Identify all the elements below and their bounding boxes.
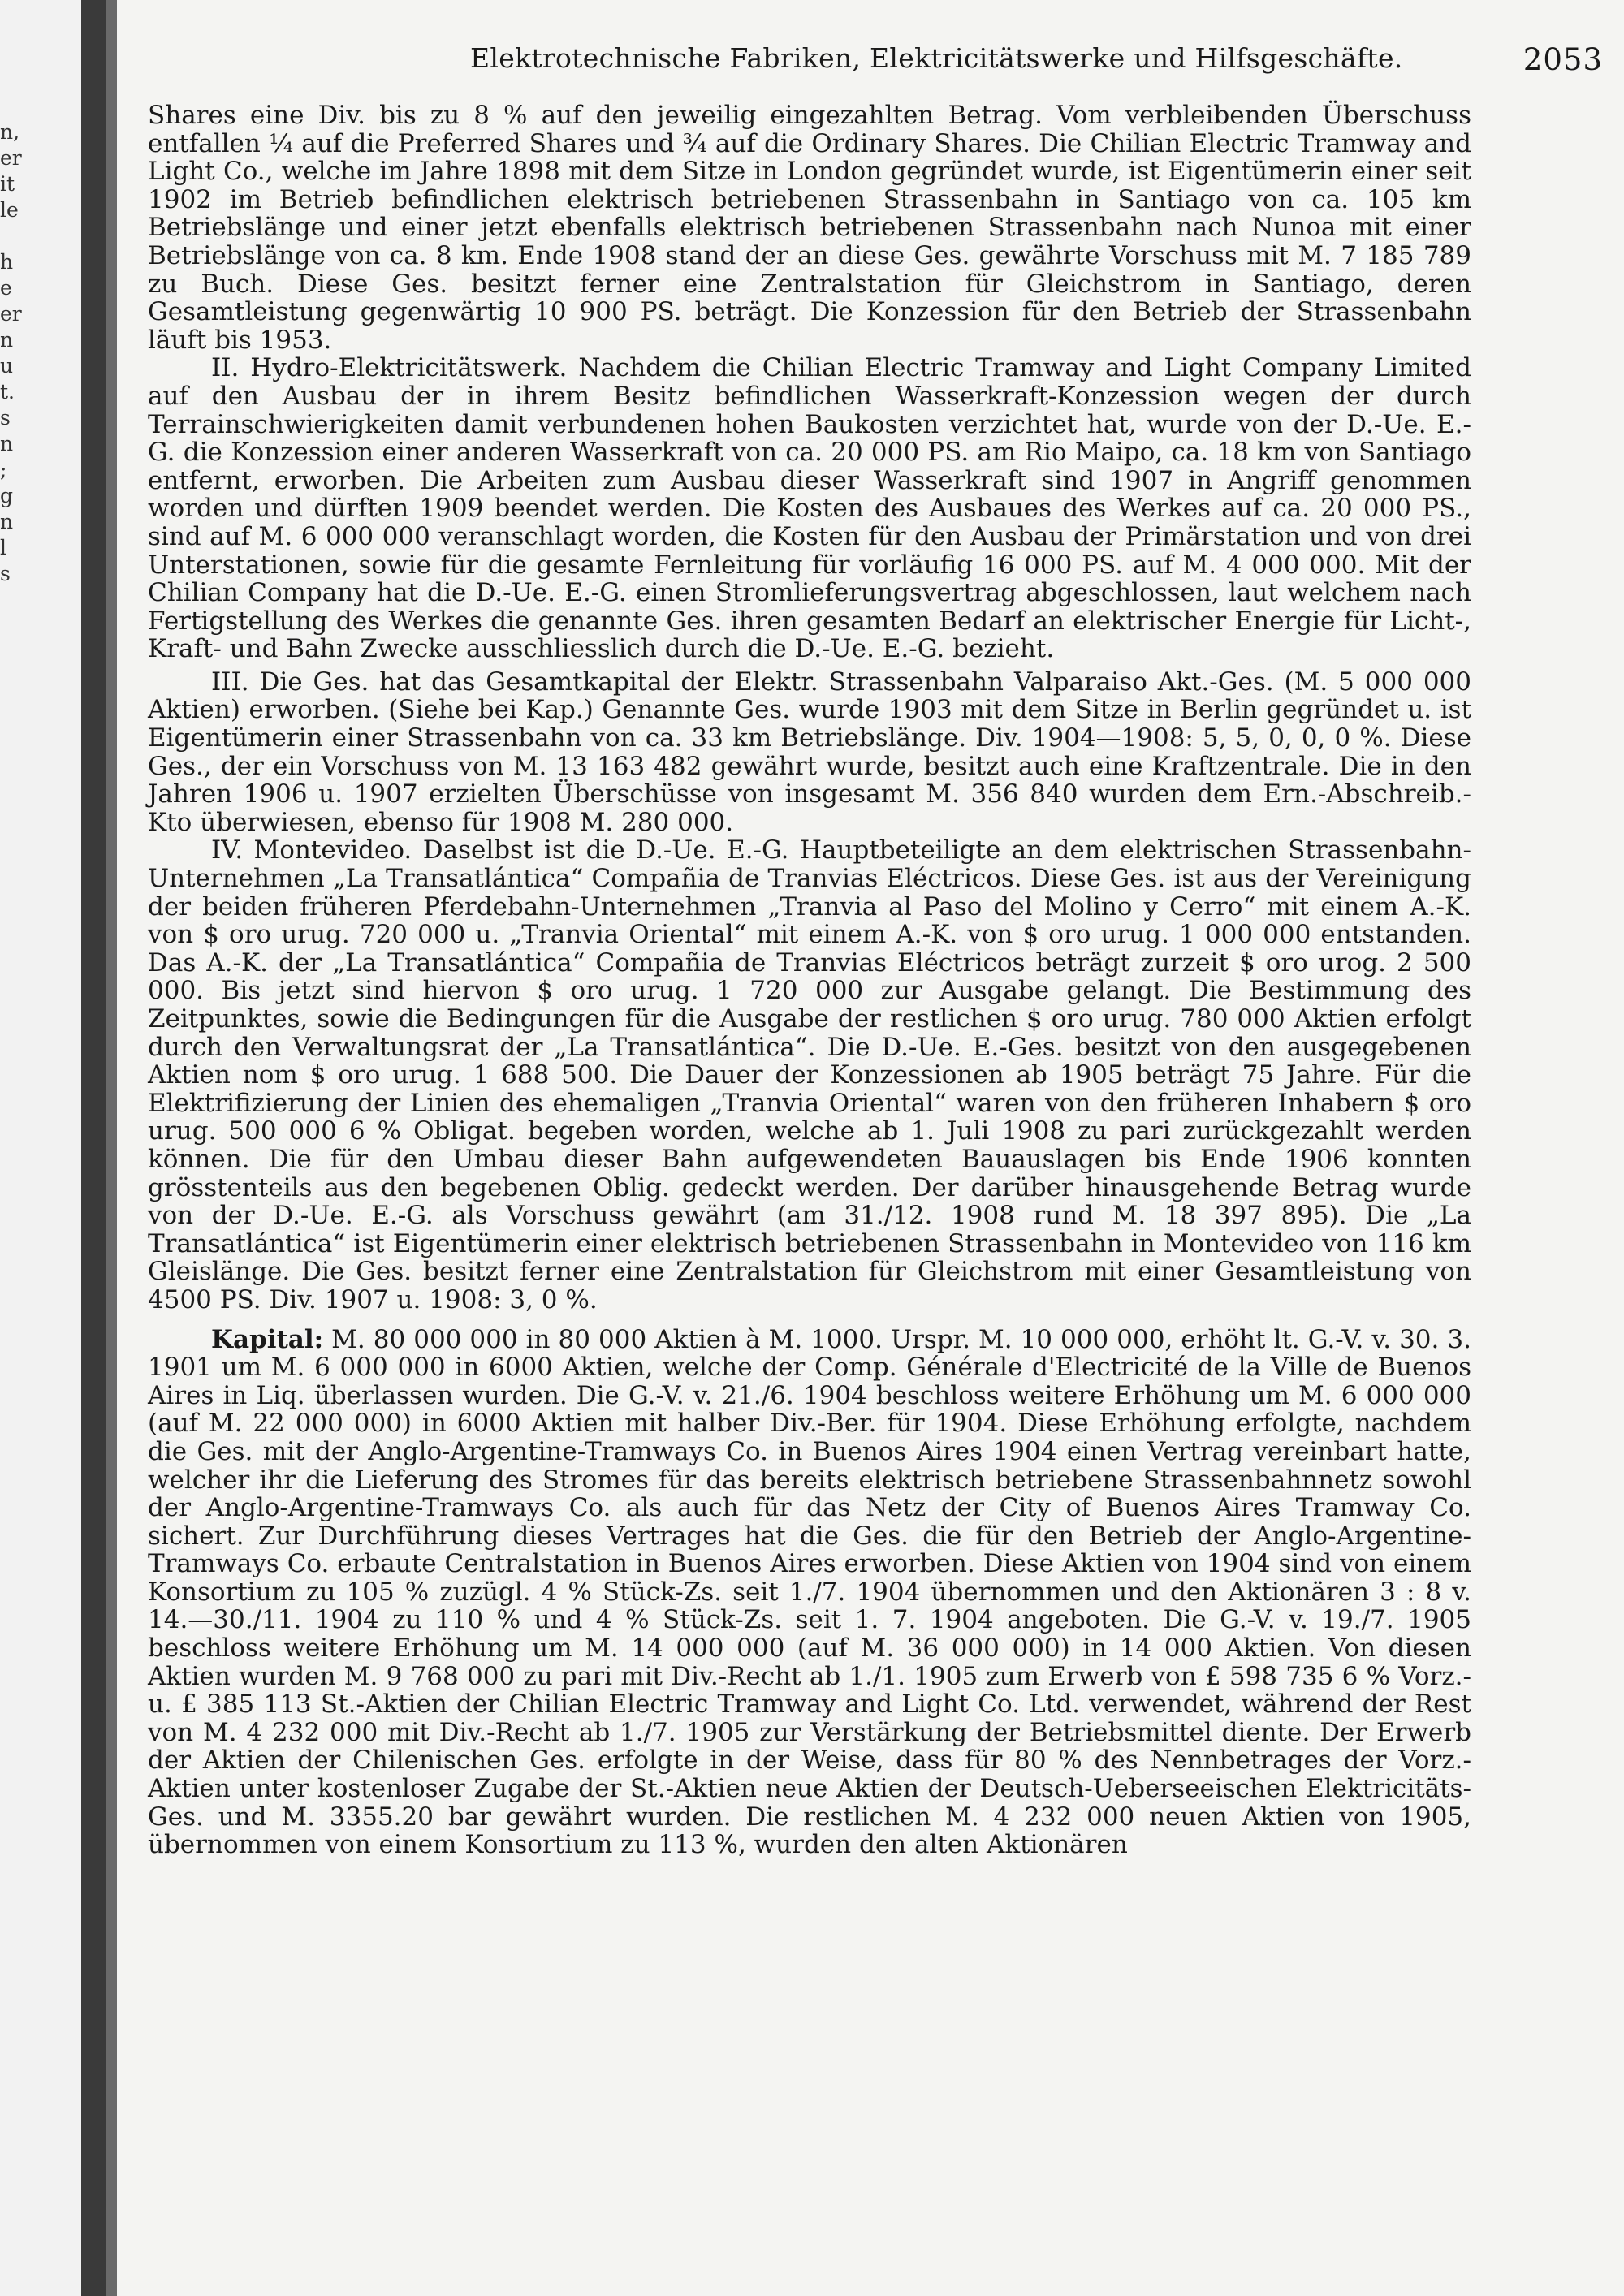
facing-page-fragment: e (0, 276, 12, 300)
facing-page-fragments (0, 122, 32, 589)
facing-page-fragment: ; (0, 458, 7, 481)
paragraph-chilian-tramway: Shares eine Div. bis zu 8 % auf den jeweilig eingezahlten Betrag. Vom verbleibenden Überschuss entfallen ¼ auf die Preferred Shares und ¾ auf die Ordinary Shares. Die Chilian Electric Tramway and Light Co., welche im Jahre 1898 mit dem Sitze in London gegründet wurde, ist Eigentümerin einer seit 1902 im Betrieb befindlichen elektrisch betriebenen Strassenbahn in Santiago von ca. 105 km Betriebslänge und einer jetzt ebenfalls elektrisch betriebenen Strassenbahn nach Nunoa mit einer Betriebslänge von ca. 8 km. Ende 1908 stand der an diese Ges. gewährte Vorschuss mit M. 7 185 789 zu Buch. Diese Ges. besitzt ferner eine Zentralstation für Gleichstrom in Santiago, deren Gesamtleistung gegenwärtig 10 900 PS. beträgt. Die Konzession für den Betrieb der Strassenbahn läuft bis 1953. (148, 101, 1471, 355)
facing-page-fragment: n (0, 328, 14, 352)
facing-page-fragment: s (0, 406, 11, 429)
body-text (148, 101, 1471, 1859)
left-page-edge (0, 0, 81, 2296)
facing-page-fragment: le (0, 198, 19, 222)
running-header (356, 42, 1603, 88)
facing-page-fragment (0, 226, 32, 252)
facing-page-fragment: n, (0, 120, 20, 144)
facing-page-fragment: er (0, 302, 22, 326)
facing-page-fragment: h (0, 250, 14, 274)
paragraph-kapital (148, 1326, 1471, 1859)
facing-page-fragment: u (0, 354, 14, 378)
facing-page-fragment: s (0, 562, 11, 585)
facing-page-fragment: n (0, 432, 14, 455)
facing-page-fragment: it (0, 172, 15, 196)
paragraph-hydro-elektricitaetswerk: II. Hydro-Elektricitätswerk. Nachdem die Chilian Electric Tramway and Light Company Limited auf den Ausbau der in ihrem Besitz befindlichen Wasserkraft-Konzession wegen der durch Terrainschwierigkeiten damit verbundenen hohen Baukosten verzichtet hat, wurde von der D.-Ue. E.-G. die Konzession einer anderen Wasserkraft von ca. 20 000 PS. am Rio Maipo, ca. 18 km von Santiago entfernt, erworben. Die Arbeiten zum Ausbau dieser Wasserkraft sind 1907 in Angriff genommen worden und dürften 1909 beendet werden. Die Kosten des Ausbaues des Werkes auf ca. 20 000 PS., sind auf M. 6 000 000 veranschlagt worden, die Kosten für den Ausbau der Primärstation und von drei Unterstationen, sowie für die gesamte Fernleitung für vorläufig 16 000 PS. auf M. 4 000 000. Mit der Chilian Company hat die D.-Ue. E.-G. einen Stromlieferungsvertrag abgeschlossen, laut welchem nach Fertigstellung des Werkes die genannte Ges. ihren gesamten Bedarf an elektrischer Energie für Licht-, Kraft- und Bahn Zwecke ausschliesslich durch die D.-Ue. E.-G. bezieht. (148, 353, 1471, 664)
facing-page-fragment: t. (0, 380, 15, 404)
kapital-text: M. 80 000 000 in 80 000 Aktien à M. 1000. Urspr. M. 10 000 000, erhöht lt. G.-V. v. 30. 3. 1901 um M. 6 000 000 in 6000 Aktien, welche der Comp. Générale d'Electricité de la Ville de Buenos Aires in Liq. überlassen wurden. Die G.-V. v. 21./6. 1904 beschloss weitere Erhöhung um M. 6 000 000 (auf M. 22 000 000) in 6000 Aktien mit halber Div.-Ber. für 1904. Diese Erhöhung erfolgte, nachdem die Ges. mit der Anglo-Argentine-Tramways Co. in Buenos Aires 1904 einen Vertrag vereinbart hatte, welcher ihr die Lieferung des Stromes für das bereits elektrisch betriebene Strassenbahnnetz sowohl der Anglo-Argentine-Tramways Co. als auch für das Netz der City of Buenos Aires Tramway Co. sichert. Zur Durchführung dieses Vertrages hat die Ges. die für den Betrieb der Anglo-Argentine-Tramways Co. erbaute Centralstation in Buenos Aires erworben. Diese Aktien von 1904 sind von einem Konsortium zu 105 % zuzügl. 4 % Stück-Zs. seit 1./7. 1904 übernommen und den Aktionären 3 : 8 v. 14.—30./11. 1904 zu 110 % und 4 % Stück-Zs. seit 1. 7. 1904 angeboten. Die G.-V. v. 19./7. 1905 beschloss weitere Erhöhung um M. 14 000 000 (auf M. 36 000 000) in 14 000 Aktien. Von diesen Aktien wurden M. 9 768 000 zu pari mit Div.-Recht ab 1./1. 1905 zum Erwerb von £ 598 735 6 % Vorz.- u. £ 385 113 St.-Aktien der Chilian Electric Tramway and Light Co. Ltd. verwendet, während der Rest von M. 4 232 000 mit Div.-Recht ab 1./7. 1905 zur Verstärkung der Betriebsmittel diente. Der Erwerb der Aktien der Chilenischen Ges. erfolgte in der Weise, dass für 80 % des Nennbetrages der Vorz.-Aktien unter kostenloser Zugabe der St.-Aktien neue Aktien der Deutsch-Ueberseeischen Elektricitäts-Ges. und M. 3355.20 bar gewährt wurden. Die restlichen M. 4 232 000 neuen Aktien von 1905, übernommen von einem Konsortium zu 113 %, wurden den alten Aktionären (148, 1324, 1471, 1860)
facing-page-fragment: n (0, 510, 14, 533)
header-title: Elektrotechnische Fabriken, Elektricitätswerke und Hilfsgeschäfte. (470, 42, 1403, 74)
facing-page-fragment: g (0, 484, 14, 507)
paragraph-montevideo: IV. Montevideo. Daselbst ist die D.-Ue. E.-G. Hauptbeteiligte an dem elektrischen Strassenbahn-Unternehmen „La Transatlántica“ Compañia de Tranvias Eléctricos. Diese Ges. ist aus der Vereinigung der beiden früheren Pferdebahn-Unternehmen „Tranvia al Paso del Molino y Cerro“ mit einem A.-K. von $ oro urug. 720 000 u. „Tranvia Oriental“ mit einem A.-K. von $ oro urug. 1 000 000 entstanden. Das A.-K. der „La Transatlántica“ Compañia de Tranvias Eléctricos beträgt zurzeit $ oro urog. 2 500 000. Bis jetzt sind hiervon $ oro urug. 1 720 000 zur Ausgabe gelangt. Die Bestimmung des Zeitpunktes, sowie die Bedingungen für die Ausgabe der restlichen $ oro urug. 780 000 Aktien erfolgt durch den Verwaltungsrat der „La Transatlántica“. Die D.-Ue. E.-Ges. besitzt von den ausgegebenen Aktien nom $ oro urug. 1 688 500. Die Dauer der Konzessionen ab 1905 beträgt 75 Jahre. Für die Elektrifizierung der Linien des ehemaligen „Tranvia Oriental“ waren von den früheren Inhabern $ oro urug. 500 000 6 % Obligat. begeben worden, welche ab 1. Juli 1908 zu pari zurückgezahlt werden können. Die für den Umbau dieser Bahn aufgewendeten Bauauslagen bis Ende 1906 konnten grösstenteils aus den begebenen Oblig. gedeckt werden. Der darüber hinausgehende Betrag wurde von der D.-Ue. E.-G. als Vorschuss gewährt (am 31./12. 1908 rund M. 18 397 895). Die „La Transatlántica“ ist Eigentümerin einer elektrisch betriebenen Strassenbahn in Montevideo von 116 km Gleislänge. Die Ges. besitzt ferner eine Zentralstation für Gleichstrom mit einer Gesamtleistung von 4500 PS. Div. 1907 u. 1908: 3, 0 %. (148, 835, 1471, 1314)
facing-page-fragment: er (0, 146, 22, 170)
kapital-label: Kapital: (211, 1324, 324, 1354)
facing-page-fragment: l (0, 536, 6, 559)
page-number: 2053 (1522, 42, 1603, 77)
paragraph-valparaiso: III. Die Ges. hat das Gesamtkapital der Elektr. Strassenbahn Valparaiso Akt.-Ges. (M. 5 000 000 Aktien) erworben. (Siehe bei Kap.) Genannte Ges. wurde 1903 mit dem Sitze in Berlin gegründet u. ist Eigentümerin einer Strassenbahn von ca. 33 km Betriebslänge. Div. 1904—1908: 5, 5, 0, 0, 0 %. Diese Ges., der ein Vorschuss von M. 13 163 482 gewährt wurde, besitzt auch eine Kraftzentrale. Die in den Jahren 1906 u. 1907 erzielten Überschüsse von insgesamt M. 356 840 wurden dem Ern.-Abschreib.-Kto überwiesen, ebenso für 1908 M. 280 000. (148, 667, 1471, 837)
book-gutter (81, 0, 117, 2296)
